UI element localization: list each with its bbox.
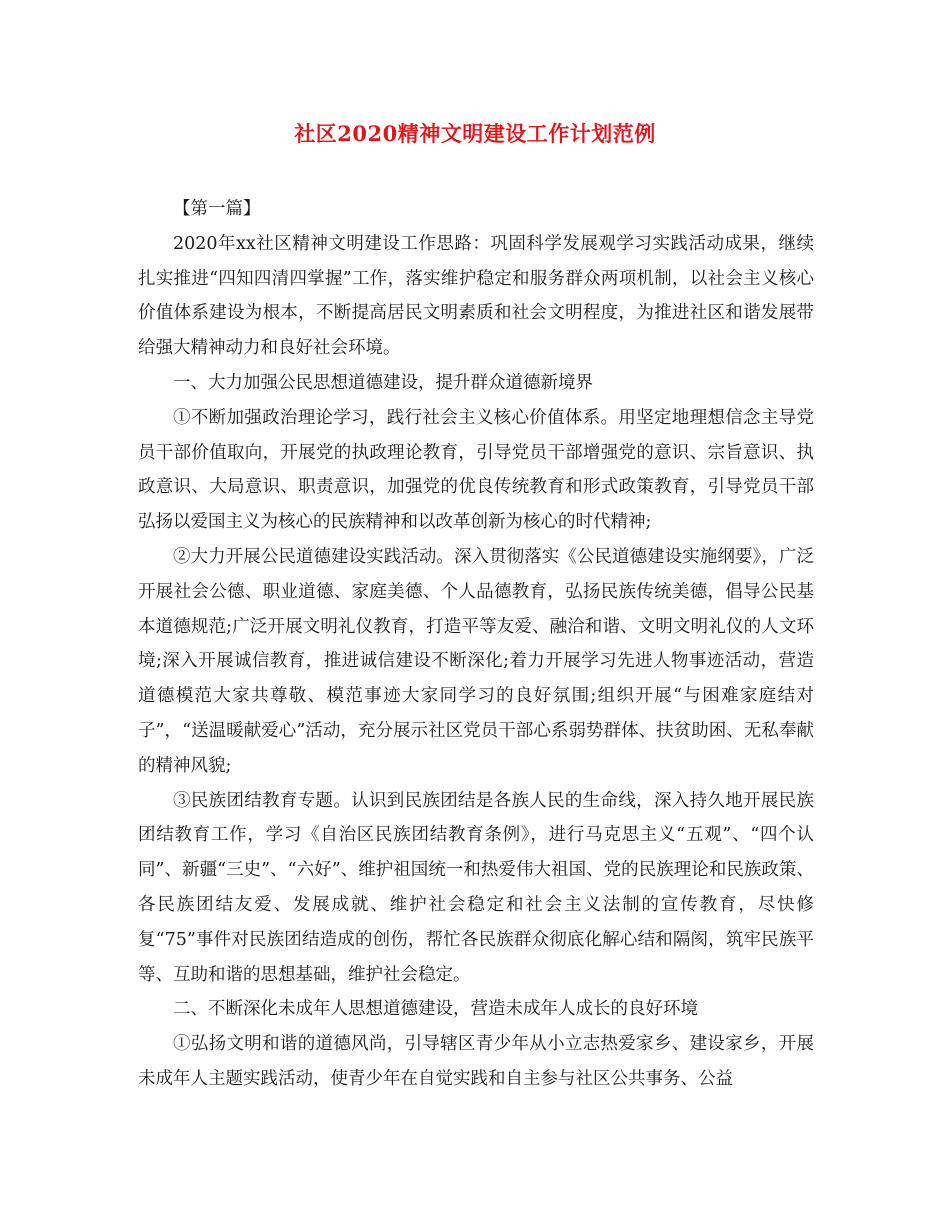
heading-section-1: 一、大力加强公民思想道德建设，提升群众道德新境界 bbox=[173, 372, 593, 393]
paragraph-item-1-1: ①不断加强政治理论学习，践行社会主义核心价值体系。用坚定地理想信念主导党员干部价值取向，开展党的执政理论教育，引导党员干部增强党的意识、宗旨意识、执政意识、大局意识、职责意识，加强党的优良传统教育和形式政策教育，引导党员干部弘扬以爱国主义为核心的民族精神和以改革创新为核心的时代精神; bbox=[138, 407, 814, 533]
paragraph-item-1-2: ②大力开展公民道德建设实践活动。深入贯彻落实《公民道德建设实施纲要》，广泛开展社会公德、职业道德、家庭美德、个人品德教育，弘扬民族传统美德，倡导公民基本道德规范;广泛开展文明礼仪教育，打造平等友爱、融洽和谐、文明文明礼仪的人文环境;深入开展诚信教育，推进诚信建设不断深化;着力开展学习先进人物事迹活动，营造道德模范大家共尊敬、模范事迹大家同学习的良好氛围;组织开展“与困难家庭结对子”，“送温暖献爱心”活动，充分展示社区党员干部心系弱势群体、扶贫助困、无私奉献的精神风貌; bbox=[138, 546, 814, 776]
paragraph-intro: 2020年xx社区精神文明建设工作思路：巩固科学发展观学习实践活动成果，继续扎实推进“四知四清四掌握”工作，落实维护稳定和服务群众两项机制，以社会主义核心价值体系建设为根本，不断提高居民文明素质和社会文明程度，为推进社区和谐发展带给强大精神动力和良好社会环境。 bbox=[138, 233, 814, 359]
section-label: 【第一篇】 bbox=[173, 199, 261, 219]
document-title: 社区2020精神文明建设工作计划范例 bbox=[294, 121, 656, 146]
document-body bbox=[138, 192, 814, 1097]
paragraph-item-2-1: ①弘扬文明和谐的道德风尚，引导辖区青少年从小立志热爱家乡、建设家乡，开展未成年人主题实践活动，使青少年在自觉实践和自主参与社区公共事务、公益 bbox=[138, 1034, 814, 1089]
paragraph-item-1-3: ③民族团结教育专题。认识到民族团结是各族人民的生命线，深入持久地开展民族团结教育工作，学习《自治区民族团结教育条例》，进行马克思主义“五观”、“四个认同”、新疆“三史”、“六好”、维护祖国统一和热爱伟大祖国、党的民族理论和民族政策、各民族团结友爱、发展成就、维护社会稳定和社会主义法制的宣传教育，尽快修复“75”事件对民族团结造成的创伤，帮忙各民族群众彻底化解心结和隔阂，筑牢民族平等、互助和谐的思想基础，维护社会稳定。 bbox=[138, 790, 814, 985]
heading-section-2: 二、不断深化未成年人思想道德建设，营造未成年人成长的良好环境 bbox=[173, 999, 698, 1020]
